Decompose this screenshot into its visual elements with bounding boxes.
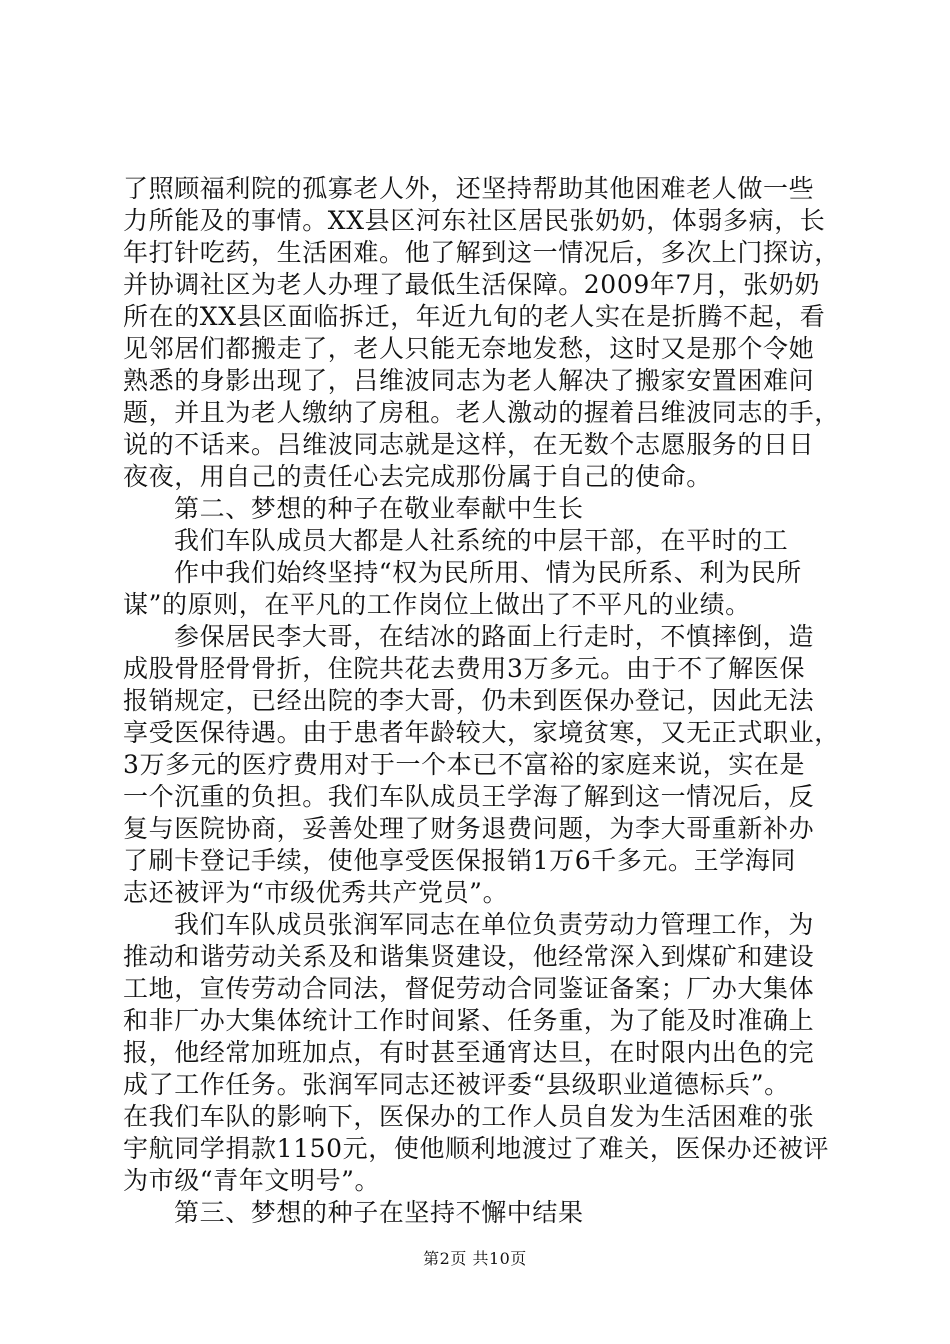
body-text-line: 享受医保待遇。由于患者年龄较大，家境贫寒，又无正式职业， bbox=[123, 718, 840, 747]
body-text-line: 所在的XX县区面临拆迁，年近九旬的老人实在是折腾不起，看 bbox=[123, 302, 826, 331]
body-text-line: 参保居民李大哥，在结冰的路面上行走时，不慎摔倒，造 bbox=[174, 622, 815, 651]
body-text-line: 说的不话来。吕维波同志就是这样，在无数个志愿服务的日日 bbox=[123, 430, 815, 459]
body-text-line: 并协调社区为老人办理了最低生活保障。2009年7月，张奶奶 bbox=[123, 270, 820, 299]
body-text-line: 报，他经常加班加点，有时甚至通宵达旦，在时限内出色的完 bbox=[123, 1038, 815, 1067]
body-text-line: 我们车队成员大都是人社系统的中层干部，在平时的工 bbox=[174, 526, 789, 555]
body-text-line: 作中我们始终坚持“权为民所用、情为民所系、利为民所 bbox=[174, 558, 802, 587]
section-heading: 第二、梦想的种子在敬业奉献中生长 bbox=[174, 494, 584, 523]
body-text-line: 3万多元的医疗费用对于一个本已不富裕的家庭来说，实在是 bbox=[123, 750, 806, 779]
body-text-line: 见邻居们都搬走了，老人只能无奈地发愁，这时又是那个令她 bbox=[123, 334, 815, 363]
body-text-line: 成了工作任务。张润军同志还被评委“县级职业道德标兵”。 bbox=[123, 1070, 790, 1099]
body-text-line: 了刷卡登记手续，使他享受医保报销1万6千多元。王学海同 bbox=[123, 846, 797, 875]
body-text-line: 谋”的原则，在平凡的工作岗位上做出了不平凡的业绩。 bbox=[123, 590, 751, 619]
body-text-line: 报销规定，已经出院的李大哥，仍未到医保办登记，因此无法 bbox=[123, 686, 815, 715]
section-heading: 第三、梦想的种子在坚持不懈中结果 bbox=[174, 1198, 584, 1227]
body-text-line: 为市级“青年文明号”。 bbox=[123, 1166, 381, 1195]
body-text-line: 熟悉的身影出现了，吕维波同志为老人解决了搬家安置困难问 bbox=[123, 366, 815, 395]
body-text-line: 推动和谐劳动关系及和谐集贤建设，他经常深入到煤矿和建设 bbox=[123, 942, 815, 971]
page-number-footer: 第2页 共10页 bbox=[423, 1249, 527, 1268]
body-text-line: 一个沉重的负担。我们车队成员王学海了解到这一情况后，反 bbox=[123, 782, 815, 811]
body-text-line: 了照顾福利院的孤寡老人外，还坚持帮助其他困难老人做一些 bbox=[123, 174, 815, 203]
body-text-line: 我们车队成员张润军同志在单位负责劳动力管理工作，为 bbox=[174, 910, 815, 939]
body-text-line: 宇航同学捐款1150元，使他顺利地渡过了难关，医保办还被评 bbox=[123, 1134, 830, 1163]
body-text-line: 题，并且为老人缴纳了房租。老人激动的握着吕维波同志的手， bbox=[123, 398, 840, 427]
body-text-line: 志还被评为“市级优秀共产党员”。 bbox=[123, 878, 509, 907]
body-text-line: 在我们车队的影响下，医保办的工作人员自发为生活困难的张 bbox=[123, 1102, 815, 1131]
body-text-line: 和非厂办大集体统计工作时间紧、任务重，为了能及时准确上 bbox=[123, 1006, 815, 1035]
body-text-line: 年打针吃药，生活困难。他了解到这一情况后，多次上门探访， bbox=[123, 238, 840, 267]
body-text-line: 力所能及的事情。XX县区河东社区居民张奶奶，体弱多病，长 bbox=[123, 206, 826, 235]
body-text-line: 工地，宣传劳动合同法，督促劳动合同鉴证备案；厂办大集体 bbox=[123, 974, 815, 1003]
body-text-line: 成股骨胫骨骨折，住院共花去费用3万多元。由于不了解医保 bbox=[123, 654, 806, 683]
body-text-line: 夜夜，用自己的责任心去完成那份属于自己的使命。 bbox=[123, 462, 712, 491]
body-text-line: 复与医院协商，妥善处理了财务退费问题，为李大哥重新补办 bbox=[123, 814, 815, 843]
